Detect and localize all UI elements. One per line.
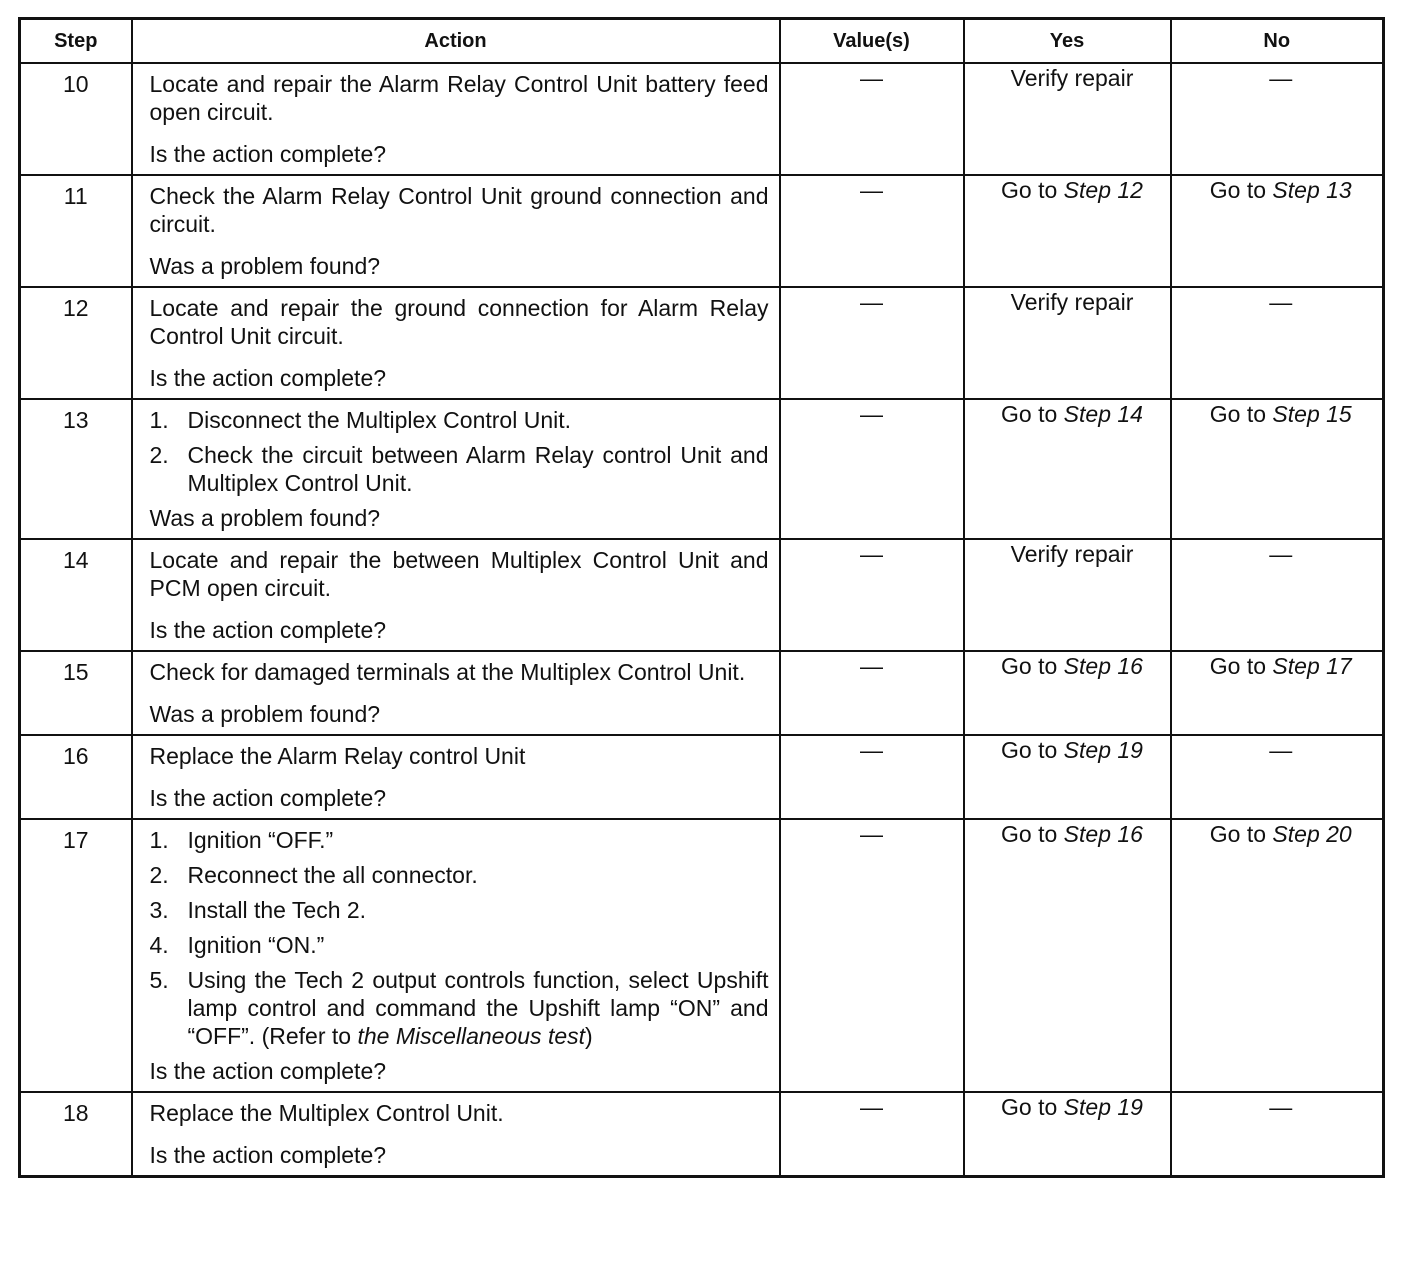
no-cell [1171,1092,1384,1177]
step-number: 14 [20,539,132,651]
no-prefix: Go to [1209,653,1267,679]
value-cell: — [780,651,964,735]
substep-text-tail: ) [585,1023,593,1049]
diagnostic-table [18,17,1385,1178]
step-number: 11 [20,175,132,287]
no-cell [1171,819,1384,1092]
substep-item [150,441,769,497]
no-prefix: Go to [1209,821,1267,847]
substep-text [188,966,769,1050]
action-cell [132,63,780,175]
substep-reference: the Miscellaneous test [357,1023,586,1049]
yes-ref: Verify repair [1010,65,1134,91]
yes-ref: Step 12 [1063,177,1143,203]
no-cell [1171,175,1384,287]
header-row [20,19,1384,64]
no-cell [1171,399,1384,539]
substep-item [150,826,769,854]
action-cell [132,287,780,399]
yes-cell [964,539,1171,651]
substep-text: Install the Tech 2. [187,897,367,923]
value-cell: — [780,735,964,819]
step-number: 13 [20,399,132,539]
no-ref: Step 20 [1272,821,1352,847]
no-cell [1171,287,1384,399]
substep-number: 3. [149,897,169,923]
step-number: 12 [20,287,132,399]
action-text: Check for damaged terminals at the Multiplex Control Unit. [149,659,746,685]
no-ref: — [1269,737,1293,763]
substep-number: 1. [149,827,169,853]
action-cell [132,399,780,539]
yes-ref: Verify repair [1010,541,1134,567]
no-cell [1171,63,1384,175]
action-text: Locate and repair the ground connection for Alarm Relay Control Unit circuit. [149,295,769,349]
value-cell: — [780,63,964,175]
table-row [20,651,1384,735]
substep-number: 4. [149,932,169,958]
substep-number: 2. [149,442,169,468]
action-cell [132,735,780,819]
yes-ref: Step 16 [1063,653,1143,679]
substep-item [150,406,769,434]
no-ref: — [1269,1094,1293,1120]
yes-cell [964,1092,1171,1177]
yes-prefix: Go to [1001,177,1058,203]
substep-text: Disconnect the Multiplex Control Unit. [187,407,571,433]
action-cell [132,175,780,287]
value-cell: — [780,399,964,539]
substep-item [150,861,769,889]
table-row [20,63,1384,175]
header-action: Action [132,19,780,64]
header-yes: Yes [964,19,1171,64]
yes-cell [964,399,1171,539]
substep-list [150,826,769,1050]
substep-text: Ignition “OFF.” [187,827,334,853]
action-text: Check the Alarm Relay Control Unit ground connection and circuit. [149,183,769,237]
step-number: 15 [20,651,132,735]
table-row [20,539,1384,651]
substep-text: Ignition “ON.” [187,932,325,958]
yes-ref: Verify repair [1010,289,1134,315]
no-cell [1171,539,1384,651]
value-cell: — [780,175,964,287]
substep-item [150,931,769,959]
substep-item [150,966,769,1050]
substep-number: 1. [149,407,169,433]
table-row [20,1092,1384,1177]
action-question: Was a problem found? [149,701,381,727]
action-question: Is the action complete? [149,617,387,643]
action-text: Locate and repair the Alarm Relay Control Unit battery feed open circuit. [149,71,769,125]
yes-cell [964,735,1171,819]
yes-prefix: Go to [1001,737,1058,763]
yes-ref: Step 19 [1063,1094,1143,1120]
no-ref: — [1269,65,1293,91]
yes-cell [964,651,1171,735]
header-values: Value(s) [780,19,964,64]
action-question: Is the action complete? [149,141,387,167]
no-ref: — [1269,289,1293,315]
table-row [20,819,1384,1092]
action-question: Was a problem found? [149,505,381,531]
no-cell [1171,735,1384,819]
yes-cell [964,819,1171,1092]
table-row [20,175,1384,287]
yes-prefix: Go to [1001,401,1058,427]
table-row [20,735,1384,819]
no-prefix: Go to [1209,401,1267,427]
action-question: Was a problem found? [149,253,381,279]
step-number: 18 [20,1092,132,1177]
value-cell: — [780,819,964,1092]
action-question: Is the action complete? [149,1058,387,1084]
no-prefix: Go to [1209,177,1267,203]
table-row [20,399,1384,539]
no-ref: Step 13 [1272,177,1352,203]
step-number: 16 [20,735,132,819]
yes-ref: Step 14 [1063,401,1143,427]
action-question: Is the action complete? [149,365,387,391]
action-text: Replace the Multiplex Control Unit. [149,1100,504,1126]
header-step: Step [20,19,132,64]
no-ref: Step 15 [1272,401,1352,427]
step-number: 17 [20,819,132,1092]
action-cell [132,1092,780,1177]
header-no: No [1171,19,1384,64]
table-row [20,287,1384,399]
yes-ref: Step 16 [1063,821,1143,847]
substep-number: 2. [149,862,169,888]
value-cell: — [780,287,964,399]
value-cell: — [780,539,964,651]
substep-text: Check the circuit between Alarm Relay control Unit and Multiplex Control Unit. [187,442,769,496]
action-cell [132,651,780,735]
yes-prefix: Go to [1001,653,1058,679]
action-question: Is the action complete? [149,785,387,811]
substep-item [150,896,769,924]
yes-cell [964,175,1171,287]
yes-cell [964,287,1171,399]
no-ref: Step 17 [1272,653,1352,679]
value-cell: — [780,1092,964,1177]
action-text: Replace the Alarm Relay control Unit [149,743,526,769]
substep-number: 5. [149,967,169,993]
no-cell [1171,651,1384,735]
action-question: Is the action complete? [149,1142,387,1168]
substep-text: Reconnect the all connector. [187,862,478,888]
action-text: Locate and repair the between Multiplex Control Unit and PCM open circuit. [149,547,769,601]
yes-prefix: Go to [1001,1094,1058,1120]
action-cell [132,539,780,651]
step-number: 10 [20,63,132,175]
yes-ref: Step 19 [1063,737,1143,763]
yes-prefix: Go to [1001,821,1058,847]
substep-list [150,406,769,497]
no-ref: — [1269,541,1293,567]
yes-cell [964,63,1171,175]
action-cell [132,819,780,1092]
substep-text-main: Using the Tech 2 output controls function, select Upshift lamp control and command the Upshift lamp “ON” and “OFF”. (Refer to [187,967,769,1049]
